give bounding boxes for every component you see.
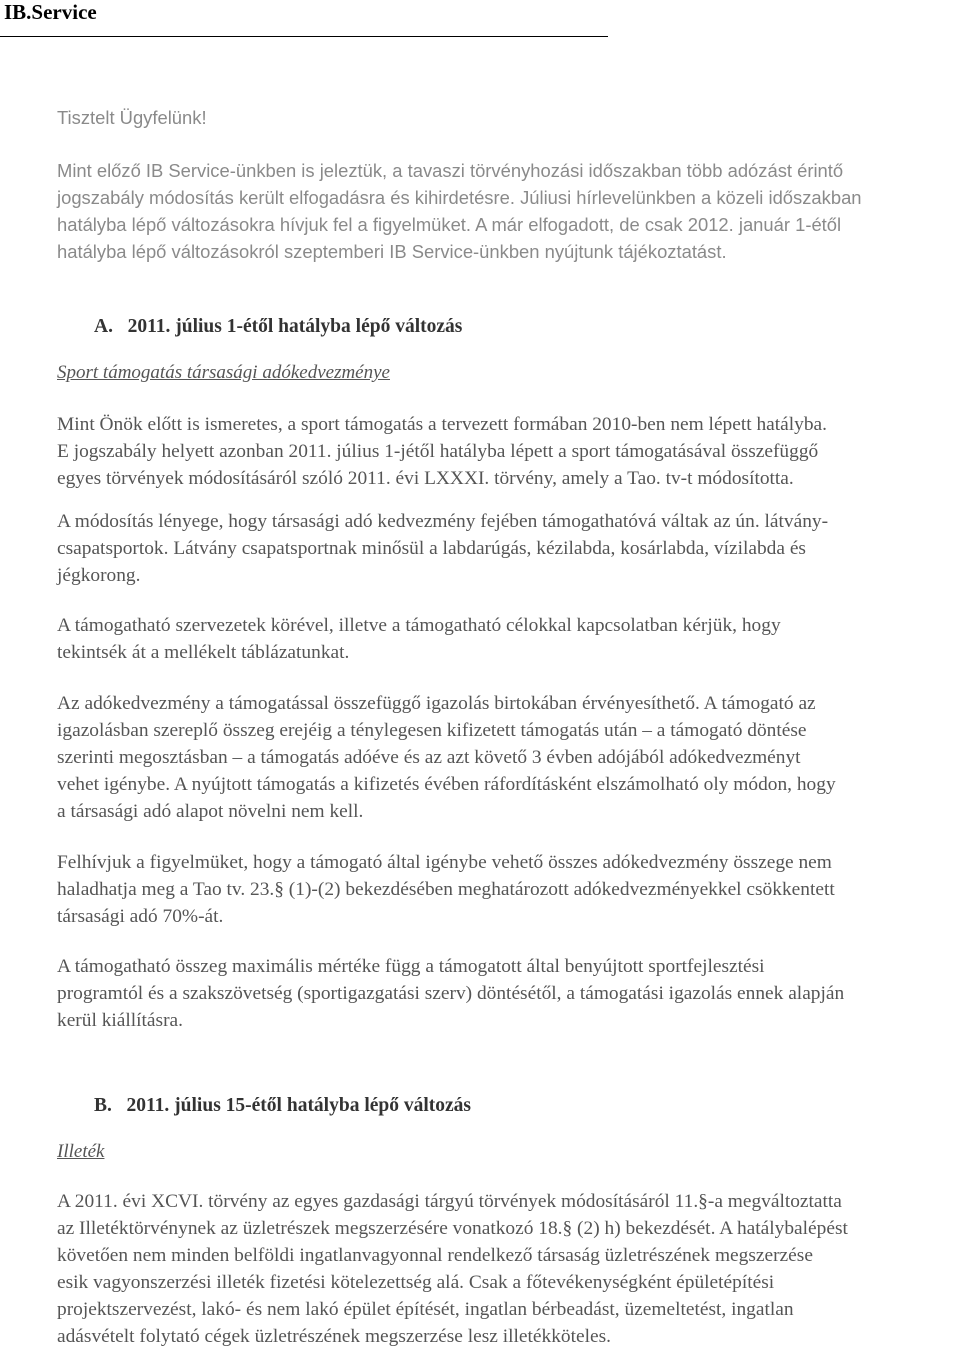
- intro-line: hatályba lépő változásokról szeptemberi IB Service-ünkben nyújtunk tájékoztatást.: [57, 241, 727, 262]
- section-b-subheading: Illeték: [57, 1141, 105, 1162]
- paragraph-line: A támogatható szervezetek körével, illetve a támogatható célokkal kapcsolatban kérjük, hogy: [57, 615, 781, 636]
- paragraph-line: projektszervezést, lakó- és nem lakó épület építését, ingatlan bérbeadást, üzemeltetést, ingatlan: [57, 1299, 794, 1320]
- brand-title: IB.Service: [4, 0, 97, 24]
- intro-line: Mint előző IB Service-ünkben is jeleztük, a tavaszi törvényhozási időszakban több adózást érintő: [57, 160, 844, 181]
- paragraph-line: adásvételt folytató cégek üzletrészének megszerzése lesz illetékköteles.: [57, 1326, 611, 1347]
- section-a-paragraph: [57, 849, 957, 930]
- intro-paragraph: [57, 157, 957, 265]
- paragraph-line: vehet igénybe. A nyújtott támogatás a kifizetés évében ráfordításként elszámolható oly módon, hogy: [57, 774, 836, 795]
- paragraph-line: programtól és a szakszövetség (sportigazgatási szerv) döntésétől, a támogatási igazolás ennek alapján: [57, 983, 845, 1004]
- paragraph-line: Felhívjuk a figyelmüket, hogy a támogató által igénybe vehető összes adókedvezmény összege nem: [57, 852, 832, 873]
- paragraph-line: jégkorong.: [57, 565, 141, 586]
- section-a-paragraph: [57, 953, 957, 1034]
- paragraph-line: csapatsportok. Látvány csapatsportnak minősül a labdarúgás, kézilabda, kosárlabda, vízilabda és: [57, 538, 806, 559]
- section-a-paragraph: [57, 690, 957, 825]
- paragraph-line: esik vagyonszerzési illeték fizetési kötelezettség alá. Csak a főtevékenységként épületépítési: [57, 1272, 775, 1293]
- section-b-paragraph: [57, 1188, 957, 1350]
- newsletter-body: [57, 104, 957, 1350]
- paragraph-line: követően nem minden belföldi ingatlanvagyonnal rendelkező társaság üzletrészének megszerzése: [57, 1245, 813, 1266]
- paragraph-line: A támogatható összeg maximális mértéke függ a támogatott által benyújtott sportfejlesztési: [57, 956, 765, 977]
- paragraph-line: társasági adó 70%-át.: [57, 906, 224, 927]
- paragraph-line: haladhatja meg a Tao tv. 23.§ (1)-(2) bekezdésében meghatározott adókedvezményekkel csökkentett: [57, 879, 835, 900]
- section-a-paragraph: [57, 508, 957, 589]
- paragraph-line: E jogszabály helyett azonban 2011. július 1-jétől hatályba lépett a sport támogatásával összefüggő: [57, 441, 819, 462]
- paragraph-line: igazolásban szereplő összeg erejéig a ténylegesen kifizetett támogatás után – a támogató döntése: [57, 720, 807, 741]
- paragraph-line: egyes törvények módosításáról szóló 2011. évi LXXXI. törvény, amely a Tao. tv-t módosította.: [57, 468, 794, 489]
- section-a-subheading: Sport támogatás társasági adókedvezménye: [57, 362, 390, 383]
- greeting: Tisztelt Ügyfelünk!: [57, 107, 207, 128]
- header-rule: [0, 36, 608, 37]
- paragraph-line: tekintsék át a mellékelt táblázatunkat.: [57, 642, 350, 663]
- paragraph-line: szerinti megosztásban – a támogatás adóéve és az azt követő 3 évben adójából adókedvezményt: [57, 747, 801, 768]
- intro-line: jogszabály módosítás került elfogadásra és kihirdetésre. Júliusi hírlevelünkben a közeli időszakban: [57, 187, 862, 208]
- intro-line: hatályba lépő változásokra hívjuk fel a figyelmüket. A már elfogadott, de csak 2012. január 1-étől: [57, 214, 842, 235]
- paragraph-line: A módosítás lényege, hogy társasági adó kedvezmény fejében támogathatóvá váltak az ún. látvány-: [57, 511, 829, 532]
- section-a-paragraph: [57, 612, 957, 666]
- paragraph-line: A 2011. évi XCVI. törvény az egyes gazdasági tárgyú törvények módosításáról 11.§-a megváltoztatta: [57, 1191, 842, 1212]
- section-a-paragraph: [57, 411, 957, 492]
- section-a-heading: A. 2011. július 1-étől hatályba lépő változás: [94, 316, 463, 337]
- paragraph-line: Mint Önök előtt is ismeretes, a sport támogatás a tervezett formában 2010-ben nem lépett hatályba.: [57, 414, 828, 435]
- paragraph-line: kerül kiállításra.: [57, 1010, 183, 1031]
- paragraph-line: a társasági adó alapot növelni nem kell.: [57, 801, 364, 822]
- paragraph-line: Az adókedvezmény a támogatással összefüggő igazolás birtokában érvényesíthető. A támogató az: [57, 693, 816, 714]
- paragraph-line: az Illetéktörvénynek az üzletrészek megszerzésére vonatkozó 18.§ (2) h) bekezdését. A hatálybalépést: [57, 1218, 848, 1239]
- section-b-heading: B. 2011. július 15-étől hatályba lépő változás: [94, 1095, 472, 1116]
